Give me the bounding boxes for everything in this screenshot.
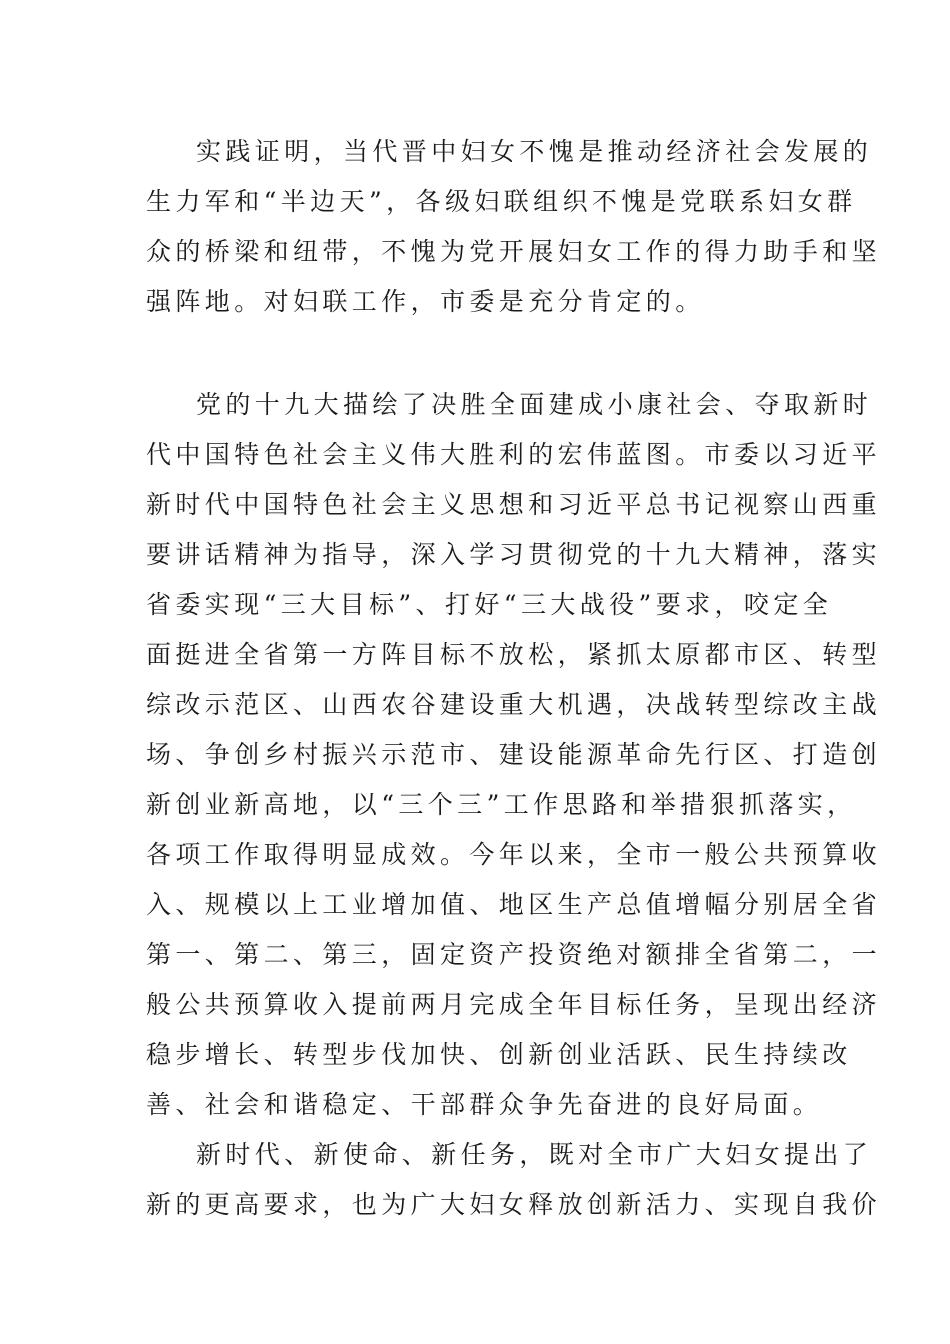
paragraph-2-line-11: 入、规模以上工业增加值、地区生产总值增幅分别居全省 — [146, 890, 882, 919]
paragraph-2-line-9: 新创业新高地，以“三个三”工作思路和举措狠抓落实， — [146, 790, 857, 819]
paragraph-2-line-4: 要讲话精神为指导，深入学习贯彻党的十九大精神，落实 — [146, 540, 882, 569]
paragraph-2-line-7: 综改示范区、山西农谷建设重大机遇，决战转型综改主战 — [146, 690, 882, 719]
paragraph-2-line-6: 面挺进全省第一方阵目标不放松，紧抓太原都市区、转型 — [146, 640, 882, 669]
paragraph-1-line-2: 生力军和“半边天”，各级妇联组织不愧是党联系妇女群 — [146, 187, 857, 216]
paragraph-2-line-10: 各项工作取得明显成效。今年以来，全市一般公共预算收 — [146, 840, 882, 869]
paragraph-2-line-13: 般公共预算收入提前两月完成全年目标任务，呈现出经济 — [146, 990, 882, 1019]
paragraph-2-line-1: 党的十九大描绘了决胜全面建成小康社会、夺取新时 — [196, 390, 873, 419]
paragraph-2-line-14: 稳步增长、转型步伐加快、创新创业活跃、民生持续改 — [146, 1040, 852, 1069]
paragraph-2-line-5: 省委实现“三大目标”、打好“三大战役”要求，咬定全 — [146, 590, 833, 619]
paragraph-3-line-1: 新时代、新使命、新任务，既对全市广大妇女提出了 — [196, 1140, 873, 1169]
paragraph-1-line-1: 实践证明，当代晋中妇女不愧是推动经济社会发展的 — [196, 137, 873, 166]
paragraph-2-line-8: 场、争创乡村振兴示范市、建设能源革命先行区、打造创 — [146, 740, 882, 769]
paragraph-2-line-2: 代中国特色社会主义伟大胜利的宏伟蓝图。市委以习近平 — [146, 440, 882, 469]
paragraph-2-line-3: 新时代中国特色社会主义思想和习近平总书记视察山西重 — [146, 490, 882, 519]
paragraph-2-line-12: 第一、第二、第三，固定资产投资绝对额排全省第二，一 — [146, 940, 882, 969]
paragraph-3-line-2: 新的更高要求，也为广大妇女释放创新活力、实现自我价 — [146, 1190, 882, 1219]
paragraph-2-line-15: 善、社会和谐稳定、干部群众争先奋进的良好局面。 — [146, 1090, 823, 1119]
paragraph-1-line-4: 强阵地。对妇联工作，市委是充分肯定的。 — [146, 287, 705, 316]
paragraph-1-line-3: 众的桥梁和纽带，不愧为党开展妇女工作的得力助手和坚 — [146, 237, 882, 266]
